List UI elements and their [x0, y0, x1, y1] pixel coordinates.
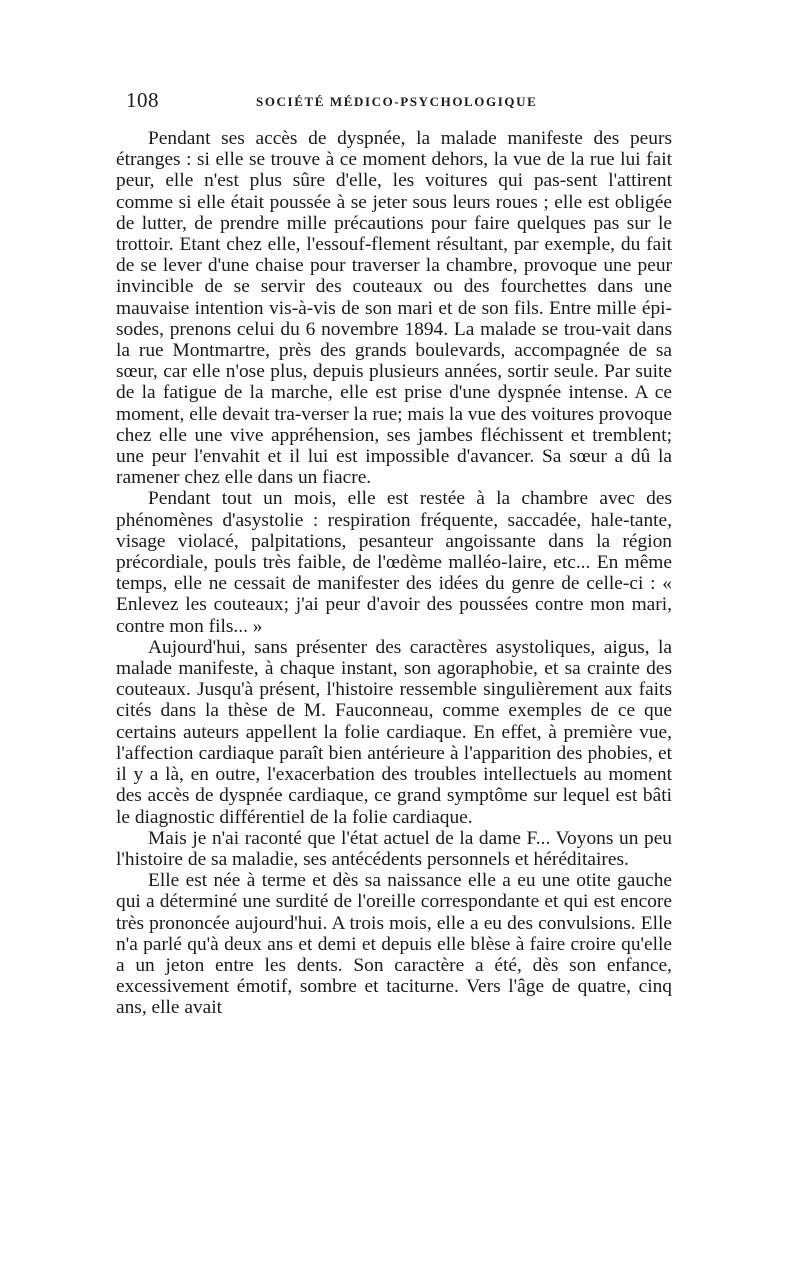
paragraph-asystole-month: Pendant tout un mois, elle est restée à la chambre avec des phénomènes d'asystolie : respiration fréquente, saccadée, hale-tante, visage violacé, palpitations, pesanteur angoissante dans la région précordiale, pouls très faible, de l'œdème malléo-laire, etc... En même temps, elle ne cessait de manifester des idées du genre de celle-ci : « Enlevez les couteaux; j'ai peur d'avoir des poussées contre mon mari, contre mon fils... »	[116, 488, 672, 637]
running-head	[116, 88, 672, 120]
body-text	[116, 128, 672, 1019]
paragraph-dyspnea-fears: Pendant ses accès de dyspnée, la malade manifeste des peurs étranges : si elle se trouve à ce moment dehors, la vue de la rue lui fait peur, elle n'est plus sûre d'elle, les voitures qui pas-sent l'attirent comme si elle était poussée à se jeter sous leurs roues ; elle est obligée de lutter, de prendre mille précautions pour faire quelques pas sur le trottoir. Etant chez elle, l'essouf-flement résultant, par exemple, du fait de se lever d'une chaise pour traverser la chambre, provoque une peur invincible de se servir des couteaux ou des fourchettes dans une mauvaise intention vis-à-vis de son mari et de son fils. Entre mille épi-sodes, prenons celui du 6 novembre 1894. La malade se trou-vait dans la rue Montmartre, près des grands boulevards, accompagnée de sa sœur, car elle n'ose plus, depuis plusieurs années, sortir seule. Par suite de la fatigue de la marche, elle est prise d'une dyspnée intense. A ce moment, elle devait tra-verser la rue; mais la vue des voitures provoque chez elle une vive appréhension, ses jambes fléchissent et tremblent; une peur l'envahit et il lui est impossible d'avancer. Sa sœur a dû la ramener chez elle dans un fiacre.	[116, 128, 672, 489]
page	[116, 88, 672, 1019]
journal-title: SOCIÉTÉ MÉDICO-PSYCHOLOGIQUE	[256, 94, 538, 109]
paragraph-childhood: Elle est née à terme et dès sa naissance elle a eu une otite gauche qui a déterminé une surdité de l'oreille correspondante et qui est encore très prononcée aujourd'hui. A trois mois, elle a eu des convulsions. Elle n'a parlé qu'à deux ans et demi et depuis elle blèse à faire croire qu'elle a un jeton entre les dents. Son caractère a été, dès son enfance, excessivement émotif, sombre et taciturne. Vers l'âge de quatre, cinq ans, elle avait	[116, 870, 672, 1019]
page-number: 108	[126, 88, 159, 112]
paragraph-agoraphobia: Aujourd'hui, sans présenter des caractères asystoliques, aigus, la malade manifeste, à chaque instant, son agoraphobie, et sa crainte des couteaux. Jusqu'à présent, l'histoire ressemble singulièrement aux faits cités dans la thèse de M. Fauconneau, comme exemples de ce que certains auteurs appellent la folie cardiaque. En effet, à première vue, l'affection cardiaque paraît bien antérieure à l'apparition des phobies, et il y a là, en outre, l'exacerbation des troubles intellectuels au moment des accès de dyspnée cardiaque, ce grand symptôme sur lequel est bâti le diagnostic différentiel de la folie cardiaque.	[116, 636, 672, 828]
paragraph-history-intro: Mais je n'ai raconté que l'état actuel de la dame F... Voyons un peu l'histoire de sa maladie, ses antécédents personnels et héréditaires.	[116, 827, 672, 870]
